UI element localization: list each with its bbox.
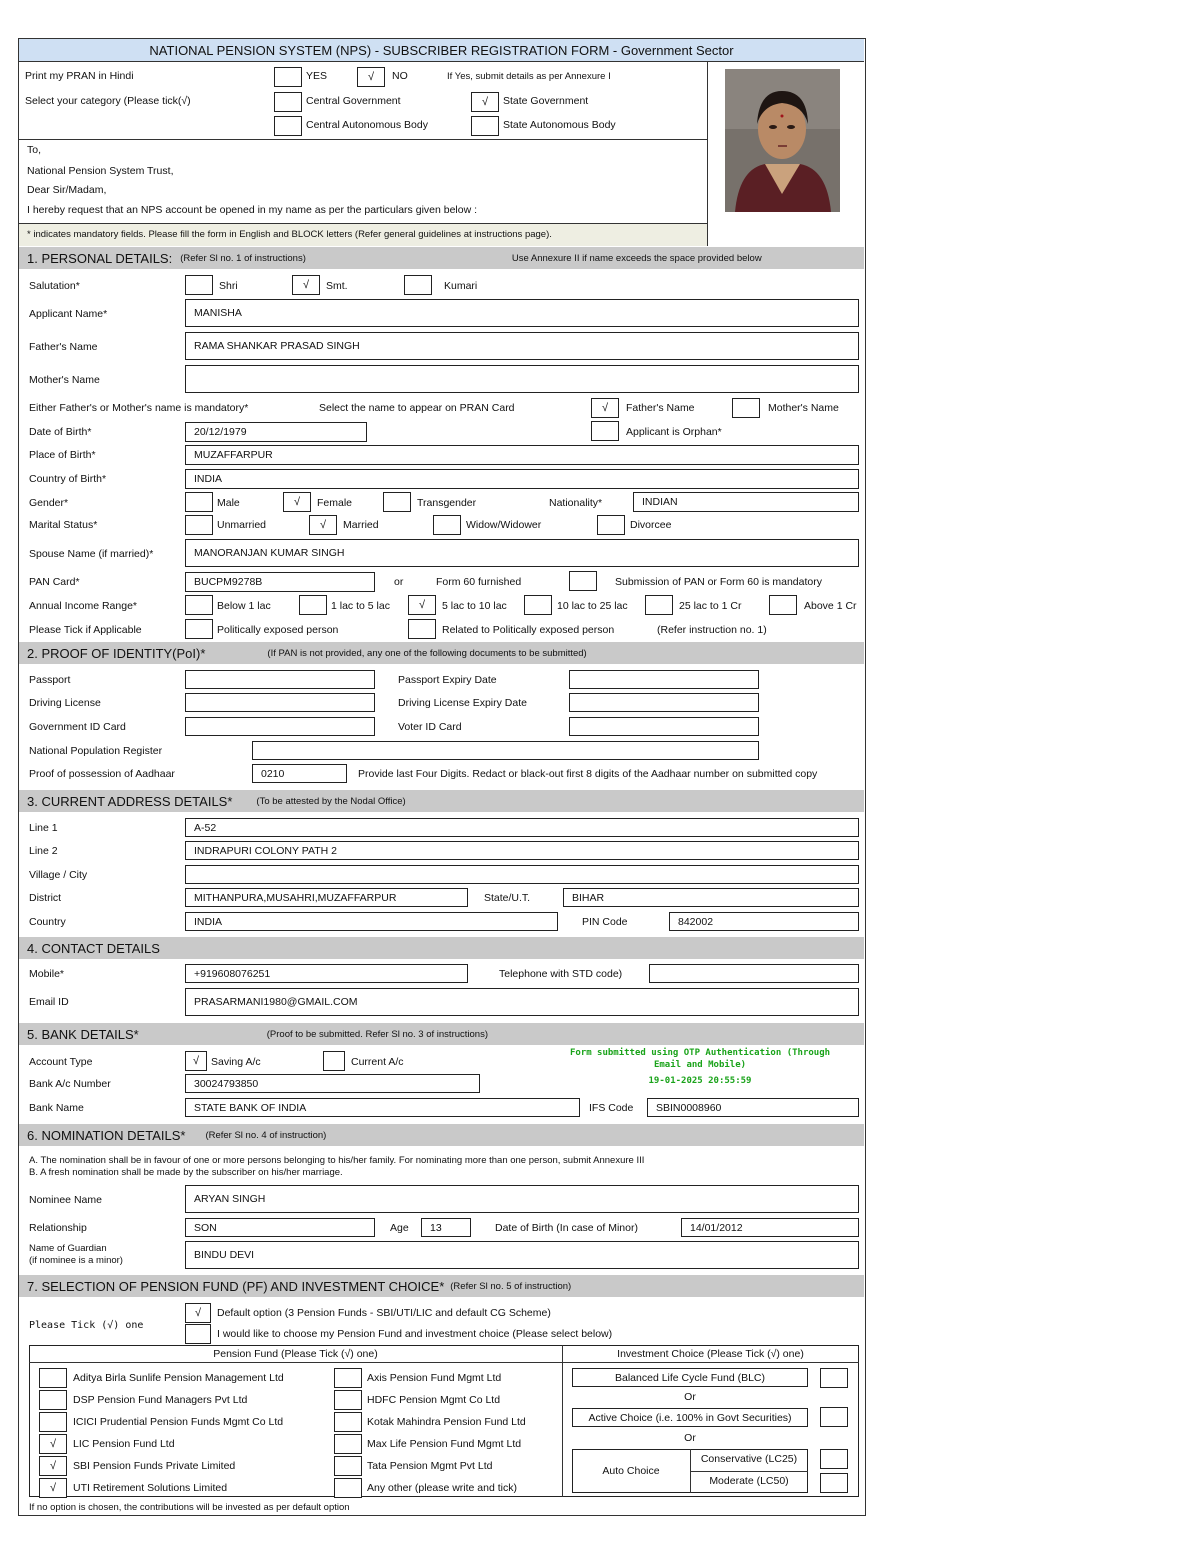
relationship-label: Relationship bbox=[29, 1222, 87, 1234]
divorcee-checkbox[interactable] bbox=[597, 515, 625, 535]
pension-fund-column-header: Pension Fund (Please Tick (√) one) bbox=[213, 1348, 378, 1360]
aadhaar-note: Provide last Four Digits. Redact or black-out first 8 digits of the Aadhaar number on submitted copy bbox=[358, 768, 818, 780]
letter-request: I hereby request that an NPS account be opened in my name as per the particulars given below : bbox=[27, 204, 478, 216]
left-fund-name: UTI Retirement Solutions Limited bbox=[73, 1482, 228, 1494]
either-name-label: Either Father's or Mother's name is mandatory* bbox=[29, 402, 249, 414]
tick-applicable-label: Please Tick if Applicable bbox=[29, 624, 142, 636]
otp-timestamp: 19-01-2025 20:55:59 bbox=[648, 1076, 752, 1086]
shri-label: Shri bbox=[219, 280, 238, 292]
address-heading: 3. CURRENT ADDRESS DETAILS* bbox=[27, 793, 233, 809]
district-field[interactable]: MITHANPURA,MUSAHRI,MUZAFFARPUR bbox=[185, 888, 468, 907]
contact-header bbox=[19, 937, 864, 959]
relationship-field[interactable]: SON bbox=[185, 1218, 375, 1237]
own-choice-label: I would like to choose my Pension Fund and investment choice (Please select below) bbox=[217, 1328, 613, 1340]
saving-account-checkbox[interactable]: √ bbox=[185, 1051, 207, 1071]
left-fund-name: LIC Pension Fund Ltd bbox=[73, 1438, 175, 1450]
salutation-kumari-checkbox[interactable] bbox=[404, 275, 432, 295]
pin-field[interactable]: 842002 bbox=[669, 912, 859, 931]
income-10-25-lac-label: 10 lac to 25 lac bbox=[557, 600, 628, 612]
right-fund-name: HDFC Pension Mgmt Co Ltd bbox=[367, 1394, 501, 1406]
mobile-field[interactable]: +919608076251 bbox=[185, 964, 468, 983]
line1-field[interactable]: A-52 bbox=[185, 818, 859, 837]
male-checkbox[interactable] bbox=[185, 492, 213, 512]
registration-form bbox=[18, 38, 866, 1516]
investment-choice-column-header: Investment Choice (Please Tick (√) one) bbox=[617, 1348, 804, 1360]
telephone-label: Telephone with STD code) bbox=[499, 968, 623, 980]
aadhaar-field[interactable]: 0210 bbox=[252, 764, 347, 783]
country-field[interactable]: INDIA bbox=[185, 912, 558, 931]
nationality-label: Nationality* bbox=[549, 497, 603, 509]
salutation-label: Salutation* bbox=[29, 280, 80, 292]
right-fund-checkbox[interactable] bbox=[334, 1456, 362, 1476]
if-yes-note: If Yes, submit details as per Annexure I bbox=[447, 71, 611, 82]
form-title: NATIONAL PENSION SYSTEM (NPS) - SUBSCRIBER REGISTRATION FORM - Government Sector bbox=[19, 39, 864, 62]
orphan-label: Applicant is Orphan* bbox=[626, 426, 722, 438]
ifs-code-label: IFS Code bbox=[589, 1102, 634, 1114]
govt-id-label: Government ID Card bbox=[29, 721, 126, 733]
nominee-dob-field[interactable]: 14/01/2012 bbox=[681, 1218, 859, 1237]
right-fund-checkbox[interactable] bbox=[334, 1390, 362, 1410]
father-name-label: Father's Name bbox=[29, 341, 98, 353]
pran-father-name-checkbox[interactable]: √ bbox=[591, 398, 619, 418]
nationality-field[interactable]: INDIAN bbox=[633, 492, 859, 512]
right-fund-checkbox[interactable] bbox=[334, 1434, 362, 1454]
income-25-lac-1-cr-checkbox[interactable] bbox=[645, 595, 673, 615]
kumari-label: Kumari bbox=[444, 280, 478, 292]
proof-identity-header bbox=[19, 642, 864, 664]
age-label: Age bbox=[390, 1222, 409, 1234]
left-fund-name: SBI Pension Funds Private Limited bbox=[73, 1460, 236, 1472]
nomination-note: (Refer Sl no. 4 of instruction) bbox=[205, 1129, 327, 1141]
pob-label: Place of Birth* bbox=[29, 449, 96, 461]
income-above-1-cr-label: Above 1 Cr bbox=[804, 600, 857, 612]
table-divider bbox=[690, 1471, 808, 1472]
bank-name-label: Bank Name bbox=[29, 1102, 84, 1114]
right-fund-name: Kotak Mahindra Pension Fund Ltd bbox=[367, 1416, 526, 1428]
personal-details-header bbox=[19, 247, 864, 269]
form60-checkbox[interactable] bbox=[569, 571, 597, 591]
left-fund-name: Aditya Birla Sunlife Pension Management Ltd bbox=[73, 1372, 284, 1384]
left-fund-checkbox[interactable] bbox=[39, 1390, 67, 1410]
unmarried-label: Unmarried bbox=[217, 519, 267, 531]
no-label: NO bbox=[392, 70, 408, 82]
nomination-rule-b: B. A fresh nomination shall be made by the subscriber on his/her marriage. bbox=[29, 1167, 343, 1178]
pension-fund-header bbox=[19, 1275, 864, 1297]
telephone-field[interactable] bbox=[649, 964, 859, 983]
mother-choice-label: Mother's Name bbox=[768, 402, 839, 414]
proof-identity-note: (If PAN is not provided, any one of the following documents to be submitted) bbox=[267, 647, 587, 659]
left-fund-checkbox[interactable]: √ bbox=[39, 1456, 67, 1476]
email-field[interactable]: PRASARMANI1980@GMAIL.COM bbox=[185, 988, 859, 1016]
country-label: Country bbox=[29, 916, 66, 928]
pension-fund-heading: 7. SELECTION OF PENSION FUND (PF) AND INVESTMENT CHOICE* bbox=[27, 1278, 445, 1294]
left-fund-checkbox[interactable]: √ bbox=[39, 1478, 67, 1498]
spouse-name-label: Spouse Name (if married)* bbox=[29, 548, 154, 560]
right-fund-checkbox[interactable] bbox=[334, 1412, 362, 1432]
passport-expiry-label: Passport Expiry Date bbox=[398, 674, 497, 686]
ifs-code-field[interactable]: SBIN0008960 bbox=[647, 1098, 859, 1117]
male-label: Male bbox=[217, 497, 240, 509]
form60-label: Form 60 furnished bbox=[436, 576, 522, 588]
mother-name-label: Mother's Name bbox=[29, 374, 100, 386]
yes-label: YES bbox=[306, 70, 328, 82]
central-govt-label: Central Government bbox=[306, 95, 401, 107]
pep-checkbox[interactable] bbox=[185, 619, 213, 639]
letter-to: To, bbox=[27, 144, 42, 156]
pran-hindi-yes-checkbox[interactable] bbox=[274, 67, 302, 87]
address-note: (To be attested by the Nodal Office) bbox=[256, 795, 406, 807]
state-govt-label: State Government bbox=[503, 95, 589, 107]
driving-expiry-label: Driving License Expiry Date bbox=[398, 697, 527, 709]
salutation-shri-checkbox[interactable] bbox=[185, 275, 213, 295]
saving-account-label: Saving A/c bbox=[211, 1056, 261, 1068]
village-label: Village / City bbox=[29, 869, 88, 881]
pan-note: Submission of PAN or Form 60 is mandatory bbox=[615, 576, 822, 588]
right-fund-name: Tata Pension Mgmt Pvt Ltd bbox=[367, 1460, 493, 1472]
active-choice-option: Active Choice (i.e. 100% in Govt Securities) bbox=[572, 1408, 808, 1427]
aadhaar-label: Proof of possession of Aadhaar bbox=[29, 768, 175, 780]
spouse-name-field[interactable]: MANORANJAN KUMAR SINGH bbox=[185, 539, 859, 567]
bank-note: (Proof to be submitted. Refer Sl no. 3 of instructions) bbox=[266, 1028, 488, 1040]
own-choice-checkbox[interactable] bbox=[185, 1324, 211, 1344]
left-fund-checkbox[interactable] bbox=[39, 1368, 67, 1388]
nomination-rule-a: A. The nomination shall be in favour of one or more persons belonging to his/her family. For nominating more than one person, submit Annexure III bbox=[29, 1155, 645, 1166]
left-fund-checkbox[interactable] bbox=[39, 1412, 67, 1432]
right-fund-checkbox[interactable] bbox=[334, 1478, 362, 1498]
dob-field[interactable]: 20/12/1979 bbox=[185, 422, 367, 442]
otp-line-2: Email and Mobile) bbox=[653, 1060, 747, 1070]
income-below-1-lac-checkbox[interactable] bbox=[185, 595, 213, 615]
transgender-checkbox[interactable] bbox=[383, 492, 411, 512]
current-account-label: Current A/c bbox=[351, 1056, 404, 1068]
income-1-5-lac-checkbox[interactable] bbox=[299, 595, 327, 615]
print-pran-label: Print my PRAN in Hindi bbox=[25, 70, 134, 82]
income-25-lac-1-cr-label: 25 lac to 1 Cr bbox=[679, 600, 742, 612]
applicant-photo bbox=[725, 69, 840, 212]
state-field[interactable]: BIHAR bbox=[563, 888, 859, 907]
cob-label: Country of Birth* bbox=[29, 473, 107, 485]
line2-label: Line 2 bbox=[29, 845, 58, 857]
account-number-label: Bank A/c Number bbox=[29, 1078, 111, 1090]
income-10-25-lac-checkbox[interactable] bbox=[524, 595, 552, 615]
active-choice-checkbox[interactable] bbox=[820, 1407, 848, 1427]
divider bbox=[19, 139, 707, 140]
npr-label: National Population Register bbox=[29, 745, 163, 757]
central-autonomous-label: Central Autonomous Body bbox=[306, 119, 428, 131]
category-label: Select your category (Please tick(√) bbox=[25, 95, 191, 107]
passport-field[interactable] bbox=[185, 670, 375, 689]
npr-field[interactable] bbox=[252, 741, 759, 760]
gender-label: Gender* bbox=[29, 497, 69, 509]
lc50-checkbox[interactable] bbox=[820, 1473, 848, 1493]
smt-label: Smt. bbox=[326, 280, 348, 292]
related-pep-label: Related to Politically exposed person bbox=[442, 624, 615, 636]
dob-label: Date of Birth* bbox=[29, 426, 92, 438]
female-checkbox[interactable]: √ bbox=[283, 492, 311, 512]
passport-expiry-field[interactable] bbox=[569, 670, 759, 689]
pran-mother-name-checkbox[interactable] bbox=[732, 398, 760, 418]
income-1-5-lac-label: 1 lac to 5 lac bbox=[331, 600, 390, 612]
income-5-10-lac-label: 5 lac to 10 lac bbox=[442, 600, 507, 612]
govt-id-field[interactable] bbox=[185, 717, 375, 736]
widow-label: Widow/Widower bbox=[466, 519, 542, 531]
related-pep-checkbox[interactable] bbox=[408, 619, 436, 639]
personal-details-heading: 1. PERSONAL DETAILS: bbox=[27, 250, 173, 266]
nomination-heading: 6. NOMINATION DETAILS* bbox=[27, 1127, 186, 1143]
photo-portrait bbox=[725, 69, 840, 212]
lc25-label: Conservative (LC25) bbox=[700, 1453, 798, 1465]
married-checkbox[interactable]: √ bbox=[309, 515, 337, 535]
income-above-1-cr-checkbox[interactable] bbox=[769, 595, 797, 615]
district-label: District bbox=[29, 892, 62, 904]
pin-label: PIN Code bbox=[582, 916, 628, 928]
pran-hindi-no-checkbox[interactable]: √ bbox=[357, 67, 385, 87]
state-autonomous-checkbox[interactable] bbox=[471, 116, 499, 136]
email-label: Email ID bbox=[29, 996, 69, 1008]
blc-checkbox[interactable] bbox=[820, 1368, 848, 1388]
blc-option: Balanced Life Cycle Fund (BLC) bbox=[572, 1368, 808, 1387]
bank-header bbox=[19, 1023, 864, 1045]
income-5-10-lac-checkbox[interactable]: √ bbox=[408, 595, 436, 615]
table-divider bbox=[562, 1345, 563, 1497]
driving-license-field[interactable] bbox=[185, 693, 375, 712]
applicant-name-label: Applicant Name* bbox=[29, 308, 108, 320]
cob-field[interactable]: INDIA bbox=[185, 469, 859, 489]
proof-identity-heading: 2. PROOF OF IDENTITY(PoI)* bbox=[27, 645, 206, 661]
central-autonomous-checkbox[interactable] bbox=[274, 116, 302, 136]
default-option-checkbox[interactable]: √ bbox=[185, 1303, 211, 1323]
driving-expiry-field[interactable] bbox=[569, 693, 759, 712]
guardian-label-1: Name of Guardian bbox=[29, 1243, 107, 1254]
female-label: Female bbox=[317, 497, 353, 509]
state-label: State/U.T. bbox=[484, 892, 531, 904]
tick-one-label: Please Tick (√) one bbox=[29, 1320, 144, 1331]
line1-label: Line 1 bbox=[29, 822, 58, 834]
lc25-checkbox[interactable] bbox=[820, 1449, 848, 1469]
or-separator-1: Or bbox=[684, 1391, 696, 1403]
annexure-note: Use Annexure II if name exceeds the space provided below bbox=[511, 252, 762, 264]
married-label: Married bbox=[343, 519, 379, 531]
select-name-label: Select the name to appear on PRAN Card bbox=[319, 402, 515, 414]
account-type-label: Account Type bbox=[29, 1056, 93, 1068]
left-fund-name: DSP Pension Fund Managers Pvt Ltd bbox=[73, 1394, 248, 1406]
or-label: or bbox=[394, 576, 404, 588]
right-fund-checkbox[interactable] bbox=[334, 1368, 362, 1388]
bank-name-field[interactable]: STATE BANK OF INDIA bbox=[185, 1098, 580, 1117]
mobile-label: Mobile* bbox=[29, 968, 65, 980]
default-footer-note: If no option is chosen, the contributions will be invested as per default option bbox=[29, 1502, 350, 1513]
right-fund-name: Any other (please write and tick) bbox=[367, 1482, 517, 1494]
orphan-checkbox[interactable] bbox=[591, 421, 619, 441]
mother-name-field[interactable] bbox=[185, 365, 859, 393]
nominee-dob-label: Date of Birth (In case of Minor) bbox=[495, 1222, 638, 1234]
guardian-field[interactable]: BINDU DEVI bbox=[185, 1241, 859, 1269]
table-divider bbox=[29, 1362, 859, 1363]
contact-heading: 4. CONTACT DETAILS bbox=[27, 940, 160, 956]
widow-checkbox[interactable] bbox=[433, 515, 461, 535]
pension-fund-note: (Refer Sl no. 5 of instruction) bbox=[450, 1280, 572, 1292]
current-account-checkbox[interactable] bbox=[323, 1051, 345, 1071]
letter-dear: Dear Sir/Madam, bbox=[27, 184, 107, 196]
otp-authentication-stamp bbox=[564, 1047, 836, 1087]
salutation-smt-checkbox[interactable]: √ bbox=[292, 275, 320, 295]
pob-field[interactable]: MUZAFFARPUR bbox=[185, 445, 859, 465]
letter-trust: National Pension System Trust, bbox=[27, 165, 174, 177]
personal-details-note: (Refer Sl no. 1 of instructions) bbox=[180, 252, 306, 264]
passport-label: Passport bbox=[29, 674, 71, 686]
father-choice-label: Father's Name bbox=[626, 402, 695, 414]
income-below-1-lac-label: Below 1 lac bbox=[217, 600, 271, 612]
mandatory-note: * indicates mandatory fields. Please fill the form in English and BLOCK letters (Refer general guidelines at instructions page). bbox=[27, 229, 552, 240]
bank-heading: 5. BANK DETAILS* bbox=[27, 1026, 139, 1042]
otp-line-1: Form submitted using OTP Authentication (Through bbox=[569, 1048, 831, 1058]
default-option-label: Default option (3 Pension Funds - SBI/UTI/LIC and default CG Scheme) bbox=[217, 1307, 551, 1319]
voter-id-field[interactable] bbox=[569, 717, 759, 736]
nominee-name-label: Nominee Name bbox=[29, 1194, 102, 1206]
unmarried-checkbox[interactable] bbox=[185, 515, 213, 535]
marital-status-label: Marital Status* bbox=[29, 519, 98, 531]
pan-field[interactable]: BUCPM9278B bbox=[185, 572, 375, 592]
income-label: Annual Income Range* bbox=[29, 600, 137, 612]
account-number-field[interactable]: 30024793850 bbox=[185, 1074, 480, 1093]
father-name-field[interactable]: RAMA SHANKAR PRASAD SINGH bbox=[185, 332, 859, 360]
village-field[interactable] bbox=[185, 865, 859, 884]
right-fund-name: Max Life Pension Fund Mgmt Ltd bbox=[367, 1438, 522, 1450]
or-separator-2: Or bbox=[684, 1432, 696, 1444]
pan-label: PAN Card* bbox=[29, 576, 80, 588]
driving-license-label: Driving License bbox=[29, 697, 101, 709]
nomination-header bbox=[19, 1124, 864, 1146]
left-fund-name: ICICI Prudential Pension Funds Mgmt Co Ltd bbox=[73, 1416, 284, 1428]
divorcee-label: Divorcee bbox=[630, 519, 672, 531]
applicant-name-field[interactable]: MANISHA bbox=[185, 299, 859, 327]
age-field[interactable]: 13 bbox=[421, 1218, 471, 1237]
right-fund-name: Axis Pension Fund Mgmt Ltd bbox=[367, 1372, 502, 1384]
central-govt-checkbox[interactable] bbox=[274, 92, 302, 112]
line2-field[interactable]: INDRAPURI COLONY PATH 2 bbox=[185, 841, 859, 860]
pep-label: Politically exposed person bbox=[217, 624, 339, 636]
auto-choice-label: Auto Choice bbox=[602, 1465, 660, 1477]
divider bbox=[707, 61, 708, 246]
lc50-label: Moderate (LC50) bbox=[709, 1475, 789, 1487]
voter-id-label: Voter ID Card bbox=[398, 721, 462, 733]
left-fund-checkbox[interactable]: √ bbox=[39, 1434, 67, 1454]
nominee-name-field[interactable]: ARYAN SINGH bbox=[185, 1185, 859, 1213]
state-govt-checkbox[interactable]: √ bbox=[471, 92, 499, 112]
address-header bbox=[19, 790, 864, 812]
guardian-label-2: (if nominee is a minor) bbox=[29, 1255, 123, 1266]
state-autonomous-label: State Autonomous Body bbox=[503, 119, 616, 131]
refer-instruction-note: (Refer instruction no. 1) bbox=[657, 624, 767, 636]
transgender-label: Transgender bbox=[417, 497, 477, 509]
